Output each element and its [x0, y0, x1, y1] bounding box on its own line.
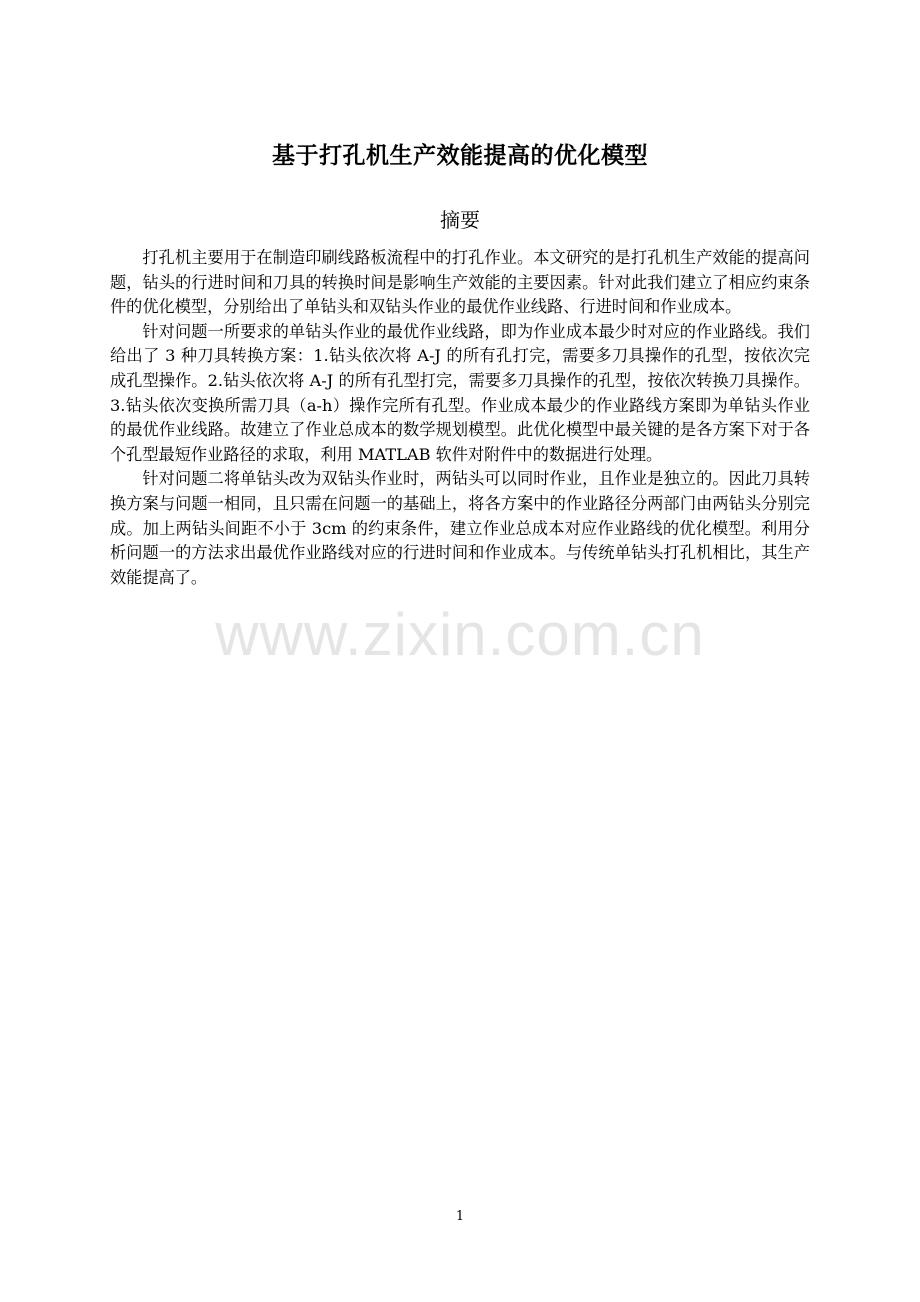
- watermark: www.zixin.com.cn: [215, 601, 705, 668]
- abstract-heading: 摘要: [440, 208, 480, 232]
- abstract-paragraph: 针对问题一所要求的单钻头作业的最优作业线路，即为作业成本最少时对应的作业路线。我们给出了 3 种刀具转换方案：1.钻头依次将 A-J 的所有孔打完，需要多刀具操作的孔型，按依次完成孔型操作。2.钻头依次将 A-J 的所有孔型打完，需要多刀具操作的孔型，按依次转换刀具操作。3.钻头依次变换所需刀具（a-h）操作完所有孔型。作业成本最少的作业路线方案即为单钻头作业的最优作业线路。故建立了作业总成本的数学规划模型。此优化模型中最关键的是各方案下对于各个孔型最短作业路径的求取，利用 MATLAB 软件对附件中的数据进行处理。: [110, 321, 810, 464]
- paper-title: 基于打孔机生产效能提高的优化模型: [272, 143, 648, 169]
- abstract-paragraph: 打孔机主要用于在制造印刷线路板流程中的打孔作业。本文研究的是打孔机生产效能的提高问题，钻头的行进时间和刀具的转换时间是影响生产效能的主要因素。针对此我们建立了相应约束条件的优化模型，分别给出了单钻头和双钻头作业的最优作业线路、行进时间和作业成本。: [110, 248, 810, 317]
- abstract-paragraph: 针对问题二将单钻头改为双钻头作业时，两钻头可以同时作业，且作业是独立的。因此刀具转换方案与问题一相同，且只需在问题一的基础上，将各方案中的作业路径分两部门由两钻头分别完成。加上两钻头间距不小于 3cm 的约束条件，建立作业总成本对应作业路线的优化模型。利用分析问题一的方法求出最优作业路线对应的行进时间和作业成本。与传统单钻头打孔机相比，其生产效能提高了。: [110, 469, 810, 587]
- abstract-body: [110, 246, 810, 590]
- page-number: 1: [455, 1209, 465, 1224]
